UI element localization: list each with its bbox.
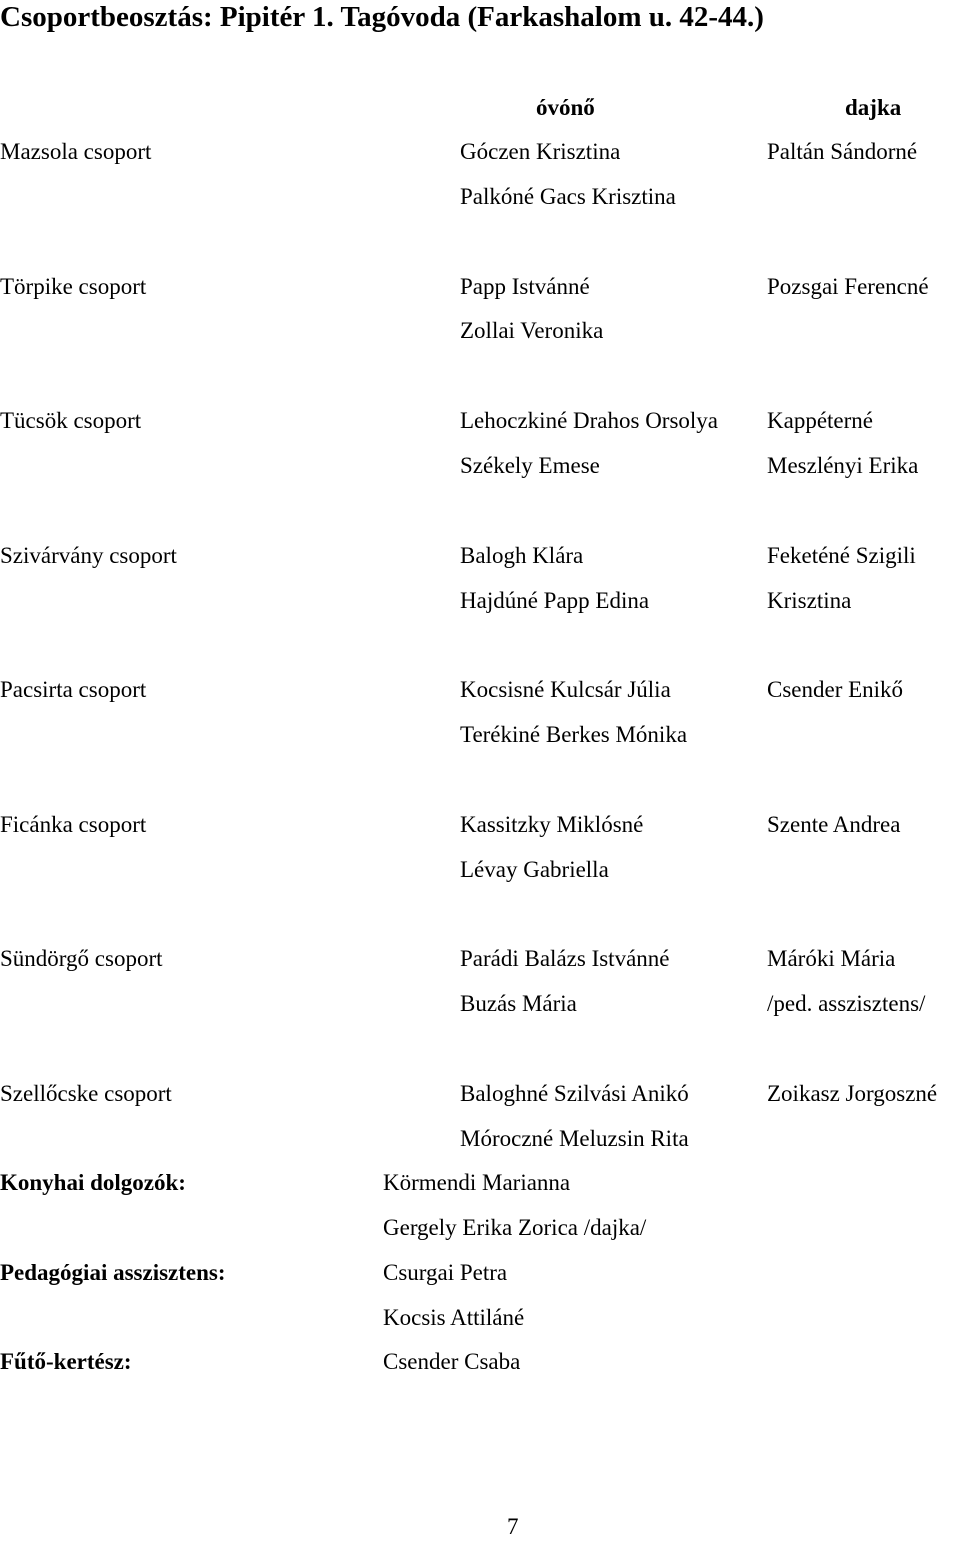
ovono-name: Zollai Veronika [460, 318, 604, 343]
ovono-name: Móroczné Meluzsin Rita [460, 1126, 689, 1151]
ovono-name: Lehoczkiné Drahos Orsolya [460, 408, 719, 433]
ovono-name: Balogh Klára [460, 543, 584, 568]
ovono-name: Kocsisné Kulcsár Júlia [460, 677, 671, 702]
dajka-name: Kappéterné [767, 408, 873, 433]
staff-name: Csender Csaba [383, 1349, 521, 1374]
group-name: Tücsök csoport [0, 408, 142, 433]
dajka-name: Krisztina [767, 588, 852, 613]
ovono-name: Székely Emese [460, 453, 600, 478]
ovono-name: Baloghné Szilvási Anikó [460, 1081, 689, 1106]
group-name: Sündörgő csoport [0, 946, 163, 971]
ovono-column-header: óvónő [536, 95, 595, 120]
dajka-name: Paltán Sándorné [767, 139, 918, 164]
group-name: Mazsola csoport [0, 139, 152, 164]
page-number: 7 [507, 1514, 519, 1539]
ovono-name: Terékiné Berkes Mónika [460, 722, 688, 747]
staff-label: Pedagógiai asszisztens: [0, 1260, 226, 1285]
staff-name: Csurgai Petra [383, 1260, 508, 1285]
dajka-column-header: dajka [845, 95, 902, 120]
ovono-name: Lévay Gabriella [460, 857, 609, 882]
group-name: Törpike csoport [0, 274, 147, 299]
staff-name: Kocsis Attiláné [383, 1305, 525, 1330]
ovono-name: Parádi Balázs Istvánné [460, 946, 670, 971]
page-title: Csoportbeosztás: Pipitér 1. Tagóvoda (Farkashalom u. 42-44.) [0, 1, 764, 33]
ovono-name: Palkóné Gacs Krisztina [460, 184, 676, 209]
dajka-name: Csender Enikő [767, 677, 904, 702]
dajka-name: Szente Andrea [767, 812, 901, 837]
group-name: Ficánka csoport [0, 812, 147, 837]
ovono-name: Hajdúné Papp Edina [460, 588, 650, 613]
staff-label: Konyhai dolgozók: [0, 1170, 186, 1195]
dajka-name: Máróki Mária [767, 946, 896, 971]
staff-label: Fűtő-kertész: [0, 1349, 132, 1374]
dajka-name: Zoikasz Jorgoszné [767, 1081, 938, 1106]
group-name: Szivárvány csoport [0, 543, 177, 568]
group-name: Pacsirta csoport [0, 677, 147, 702]
ovono-name: Góczen Krisztina [460, 139, 621, 164]
staff-name: Körmendi Marianna [383, 1170, 571, 1195]
dajka-name: Pozsgai Ferencné [767, 274, 929, 299]
dajka-name: Meszlényi Erika [767, 453, 919, 478]
ovono-name: Papp Istvánné [460, 274, 590, 299]
dajka-name: Feketéné Szigili [767, 543, 916, 568]
ovono-name: Buzás Mária [460, 991, 577, 1016]
ovono-name: Kassitzky Miklósné [460, 812, 644, 837]
dajka-name: /ped. asszisztens/ [767, 991, 926, 1016]
staff-name: Gergely Erika Zorica /dajka/ [383, 1215, 647, 1240]
group-name: Szellőcske csoport [0, 1081, 172, 1106]
